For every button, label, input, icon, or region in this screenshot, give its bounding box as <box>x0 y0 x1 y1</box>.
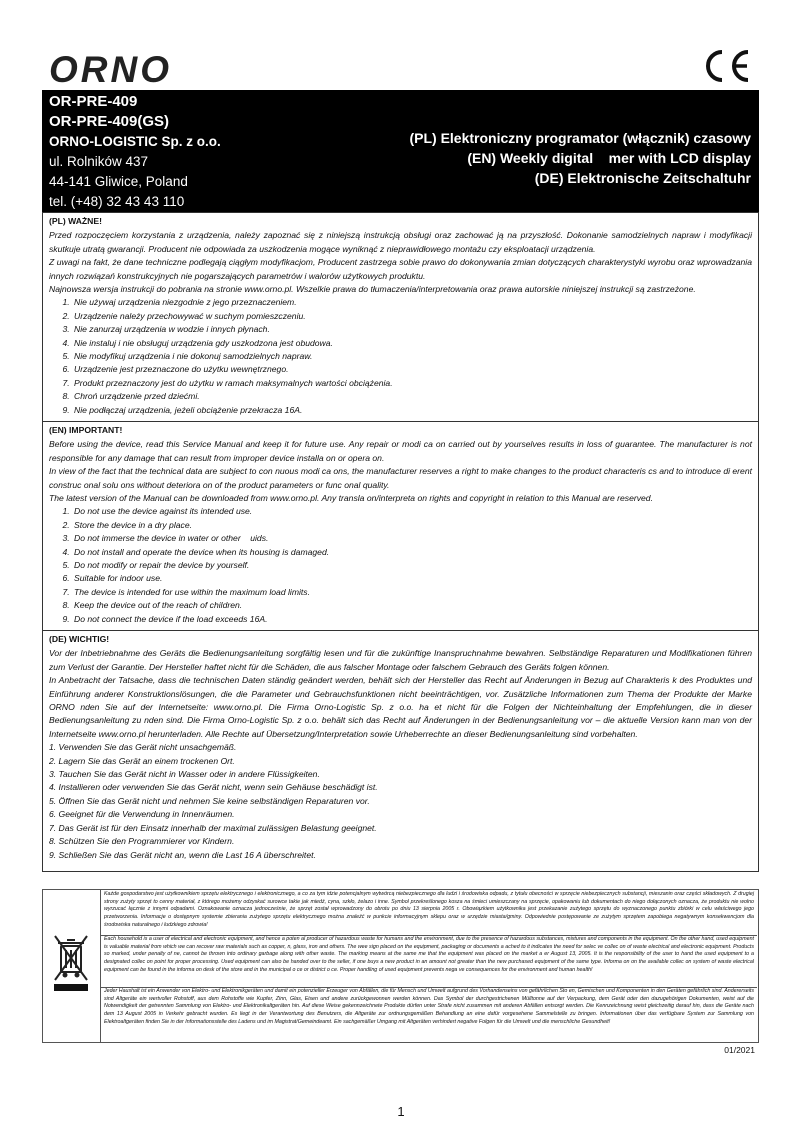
title-en: (EN) Weekly digital mer with LCD display <box>467 150 751 166</box>
list-item: 1. Do not use the device against its intended use. <box>72 505 752 518</box>
en-paragraph-3: The latest version of the Manual can be downloaded from www.orno.pl. Any transla on/interpreta on rights and copyright in relation to this Manual are reserved. <box>49 493 653 504</box>
ce-mark-icon <box>703 48 753 84</box>
list-item: 7. Das Gerät ist für den Einsatz innerhalb der maximal zulässigen Belastung geeignet. <box>49 822 377 833</box>
company-phone: tel. (+48) 32 43 43 110 <box>49 194 185 209</box>
en-safety-list <box>49 505 752 626</box>
list-item: 9. Schließen Sie das Gerät nicht an, wenn die Last 16 A überschreitet. <box>49 849 316 860</box>
company-street: ul. Rolników 437 <box>49 154 149 169</box>
list-item: 2. Lagern Sie das Gerät an einem trockenen Ort. <box>49 755 235 766</box>
list-item: 8. Keep the device out of the reach of children. <box>72 599 752 612</box>
pl-paragraph-3: Najnowsza wersja instrukcji do pobrania na stronie www.orno.pl. Wszelkie prawa do tłumaczenia/interpretowania oraz prawa autorskie niniejszej instrukcji są zastrzeżone. <box>49 284 696 295</box>
svg-text:ORNO: ORNO <box>49 52 172 86</box>
weee-text-en: Each household is a user of electrical and electronic equipment, and hence a poten al producer of hazardous waste for humans and the environment, due to the presence of hazardous substances, mixtures and components in the equipment. On the other hand, used equipment is valuable material from which we can recover raw materials such as copper, n, glass, iron and others. The wee sign placed on the equipment, packaging or documents a ached to it indicates the need for selec ve collec on of waste electrical and electronic equipment. Products so marked, under penalty of ne, cannot be thrown into ordinary garbage along with other waste. The marking means at the same me that the equipment was placed on the market a er August 13, 2005. It is the responsibility of the user to hand the used equipment to a designated collec on point for proper processing. Used equipment can also be handed over to the seller, if one buys a new product in an amount not greater than the new purchased equipment of the same type. Informa on on the available collec on system of waste electrical equipment can be found in the informa on desk of the store and in the municipal o ce or district o ce. Proper handling of used equipment prevents nega ve consequences for the environment and human health! <box>101 935 757 988</box>
company-city: 44-141 Gliwice, Poland <box>49 174 188 189</box>
company-name: ORNO-LOGISTIC Sp. z o.o. <box>49 134 221 149</box>
section-en <box>42 421 759 631</box>
list-item: 9. Do not connect the device if the load exceeds 16A. <box>72 613 752 626</box>
pl-paragraph-1: Przed rozpoczęciem korzystania z urządzenia, należy zapoznać się z niniejszą instrukcją obsługi oraz zachować ją na przyszłość. Dokonanie samodzielnych napraw i modyfikacji skutkuje utratą gwarancji. Producent nie odpowiada za uszkodzenia mogące wyniknąć z nieprawidłowego montażu czy eksploatacji urządzenia. <box>49 230 752 254</box>
document-date: 01/2021 <box>724 1045 755 1055</box>
list-item: 1. Verwenden Sie das Gerät nicht unsachgemäß. <box>49 742 237 753</box>
heading-en: (EN) IMPORTANT! <box>49 425 123 435</box>
en-paragraph-1: Before using the device, read this Service Manual and keep it for future use. Any repair or modi ca on carried out by yourselves results in loss of guarantee. The manufacturer is not responsible for any damage that can result from improper device installa on or opera on. <box>49 439 752 463</box>
orno-logo <box>47 52 197 86</box>
list-item: 6. Urządzenie jest przeznaczone do użytku wewnętrznego. <box>72 363 752 376</box>
list-item: 5. Nie modyfikuj urządzenia i nie dokonuj samodzielnych napraw. <box>72 350 752 363</box>
list-item: 7. Produkt przeznaczony jest do użytku w ramach maksymalnych wartości obciążenia. <box>72 377 752 390</box>
de-paragraph-2: In Anbetracht der Tatsache, dass die technischen Daten ständig geändert werden, behält sich der Hersteller das Recht auf Änderungen in Bezug auf Charakteris k des Produktes und Einführung anderer Konstruktionslösungen, die die Parameter und Gebrauchsfunktionen nicht beeinträchtigen, vor. Zusätzliche Informationen zum Thema der Produkte der Marke ORNO nden Sie auf der Internetseite: www.orno.pl. Die Firma Orno-Logistic Sp. z o.o. ha et nicht für die Folgen der Nichteinhaltung der Empfehlungen, die in dieser Bedienungsanleitung zu nden sind. Die Firma Orno-Logistic Sp. z o.o. behält sich das Recht auf Änderungen in der Bedienungsanleitung vor – die aktuelle Version kann man von der Internetseite www.orno.pl herunterladen. Alle Rechte auf Übersetzung/Interpretation sowie Urheberrechte an dieser Bedienungsanleitung sind vorbehalten. <box>49 675 752 739</box>
crossed-out-bin-icon <box>43 890 100 1042</box>
list-item: 1. Nie używaj urządzenia niezgodnie z jego przeznaczeniem. <box>72 296 752 309</box>
product-titles <box>409 128 751 188</box>
en-paragraph-2: In view of the fact that the technical data are subject to con nuous modi ca ons, the manufacturer reserves a right to make changes to the product characteris cs and to introduce di erent construc onal solu ons without deteriora on of the product parameters or func onal quality. <box>49 466 752 490</box>
de-safety-list <box>49 741 752 862</box>
list-item: 6. Geeignet für die Verwendung in Innenräumen. <box>49 809 235 820</box>
page-number: 1 <box>397 1104 405 1119</box>
list-item: 4. Do not install and operate the device when its housing is damaged. <box>72 546 752 559</box>
list-item: 4. Installieren oder verwenden Sie das Gerät nicht, wenn sein Gehäuse beschädigt ist. <box>49 782 378 793</box>
list-item: 6. Suitable for indoor use. <box>72 572 752 585</box>
weee-text-pl: Każde gospodarstwo jest użytkownikiem sprzętu elektrycznego i elektronicznego, a co za tym idzie potencjalnym wytwórcą niebezpiecznego dla ludzi i środowiska odpadu, z tytułu obecności w sprzęcie niebezpiecznych substancji, mieszanin oraz części składowych. Z drugiej strony zużyty sprzęt to cenny materiał, z którego możemy odzyskać surowce takie jak miedź, cyna, szkło, żelazo i inne. Symbol przekreślonego kosza na śmieci umieszczany na sprzęcie, opakowaniu lub dokumentach do niego dołączonych oznacza, że produktu nie wolno wyrzucać łącznie z innymi odpadami. Oznakowanie oznacza jednocześnie, że sprzęt został wprowadzony do obrotu po dniu 13 sierpnia 2005 r. Obowiązkiem użytkownika jest przekazanie zużytego sprzętu do wyznaczonego punktu zbiórki w celu właściwego jego przetworzenia. Informacje o dostępnym systemie zbierania zużytego sprzętu elektrycznego można znaleźć w punkcie informacyjnym sklepu oraz w urzędzie miasta/gminy. Odpowiednie postępowanie ze zużytym sprzętem zapobiega negatywnym konsekwencjom dla środowiska naturalnego i ludzkiego zdrowia! <box>101 890 757 936</box>
section-pl <box>42 212 759 422</box>
title-de: (DE) Elektronische Zeitschaltuhr <box>534 170 751 186</box>
header-banner <box>42 90 759 212</box>
heading-pl: (PL) WAŻNE! <box>49 216 102 226</box>
pl-paragraph-2: Z uwagi na fakt, że dane techniczne podlegają ciągłym modyfikacjom, Producent zastrzega sobie prawo do dokonywania zmian dotyczących charakterystyki wyrobu oraz wprowadzania innych rozwiązań konstrukcyjnych nie pogarszających parametrów i walorów użytkowych produktu. <box>49 257 752 281</box>
weee-disposal-box <box>42 889 759 1043</box>
list-item: 3. Tauchen Sie das Gerät nicht in Wasser oder in andere Flüssigkeiten. <box>49 769 320 780</box>
heading-de: (DE) WICHTIG! <box>49 634 110 644</box>
model-secondary: OR-PRE-409(GS) <box>49 113 170 130</box>
list-item: 3. Do not immerse the device in water or other uids. <box>72 532 752 545</box>
company-block <box>49 92 221 212</box>
list-item: 4. Nie instaluj i nie obsługuj urządzenia gdy uszkodzona jest obudowa. <box>72 337 752 350</box>
pl-safety-list <box>49 296 752 417</box>
title-pl: (PL) Elektroniczny programator (włącznik) czasowy <box>409 130 751 146</box>
section-de <box>42 630 759 872</box>
de-paragraph-1: Vor der Inbetriebnahme des Geräts die Bedienungsanleitung sorgfältig lesen und für die zukünftige Inanspruchnahme bewahren. Selbständige Reparaturen und Modifikationen führen zum Verlust der Garantie. Der Hersteller haftet nicht für die Schäden, die aus falscher Montage oder falschem Gebrauch des Geräts folgen können. <box>49 648 752 672</box>
model-primary: OR-PRE-409 <box>49 93 138 110</box>
list-item: 3. Nie zanurzaj urządzenia w wodzie i innych płynach. <box>72 323 752 336</box>
list-item: 9. Nie podłączaj urządzenia, jeżeli obciążenie przekracza 16A. <box>72 404 752 417</box>
list-item: 7. The device is intended for use within the maximum load limits. <box>72 586 752 599</box>
list-item: 5. Do not modify or repair the device by yourself. <box>72 559 752 572</box>
list-item: 8. Schützen Sie den Programmierer vor Kindern. <box>49 836 235 847</box>
list-item: 2. Store the device in a dry place. <box>72 519 752 532</box>
list-item: 8. Chroń urządzenie przed dziećmi. <box>72 390 752 403</box>
list-item: 5. Öffnen Sie das Gerät nicht und nehmen Sie keine selbständigen Reparaturen vor. <box>49 795 370 806</box>
weee-icon-cell <box>43 890 101 1042</box>
list-item: 2. Urządzenie należy przechowywać w suchym pomieszczeniu. <box>72 310 752 323</box>
weee-text-de: Jeder Haushalt ist ein Anwender von Elektro- und Elektronikgeräten und damit ein potenzieller Erzeuger von Abfällen, die für Mensch und Umwelt aufgrund des Vorhandenseins von gefährlichen Sto en, Gemischen und Komponenten in den Geräten gefährlich sind. Andererseits sind Altgeräte ein wertvoller Rohstoff, aus dem Rohstoffe wie Kupfer, Zinn, Glas, Eisen und andere zurückgewonnen werden können. Das Symbol der durchgestrichenen Mülltonne auf der Verpackung, dem Gerät oder den dazugehörigen Dokumenten, weist auf die Notwendigkeit der getrennten Sammlung von Elektro- und Elektronikaltgeräten hin. Auf diese Weise gekennzeichnete Produkte dürfen unter Strafe nicht zusammen mit anderen Abfällen entsorgt werden. Die Kennzeichnung weist gleichzeitig darauf hin, dass die Geräte nach dem 13 August 2005 in Verkehr gebracht wurden. Es liegt in der Verantwortung des Benutzers, die Altgeräte zur ordnungsgemäßen Behandlung an eine dafür vorgesehene Sammelstelle zu bringen. Informationen über das verfügbare System zur Sammlung von Elektroaltgeräten finden Sie in der Informationsstelle des Ladens und im Magistrat/Gemeindeamt. Ein sachgemäßer Umgang mit Altgeräten verhindert negative Folgen für die Umwelt und die menschliche Gesundheit! <box>104 988 754 1025</box>
